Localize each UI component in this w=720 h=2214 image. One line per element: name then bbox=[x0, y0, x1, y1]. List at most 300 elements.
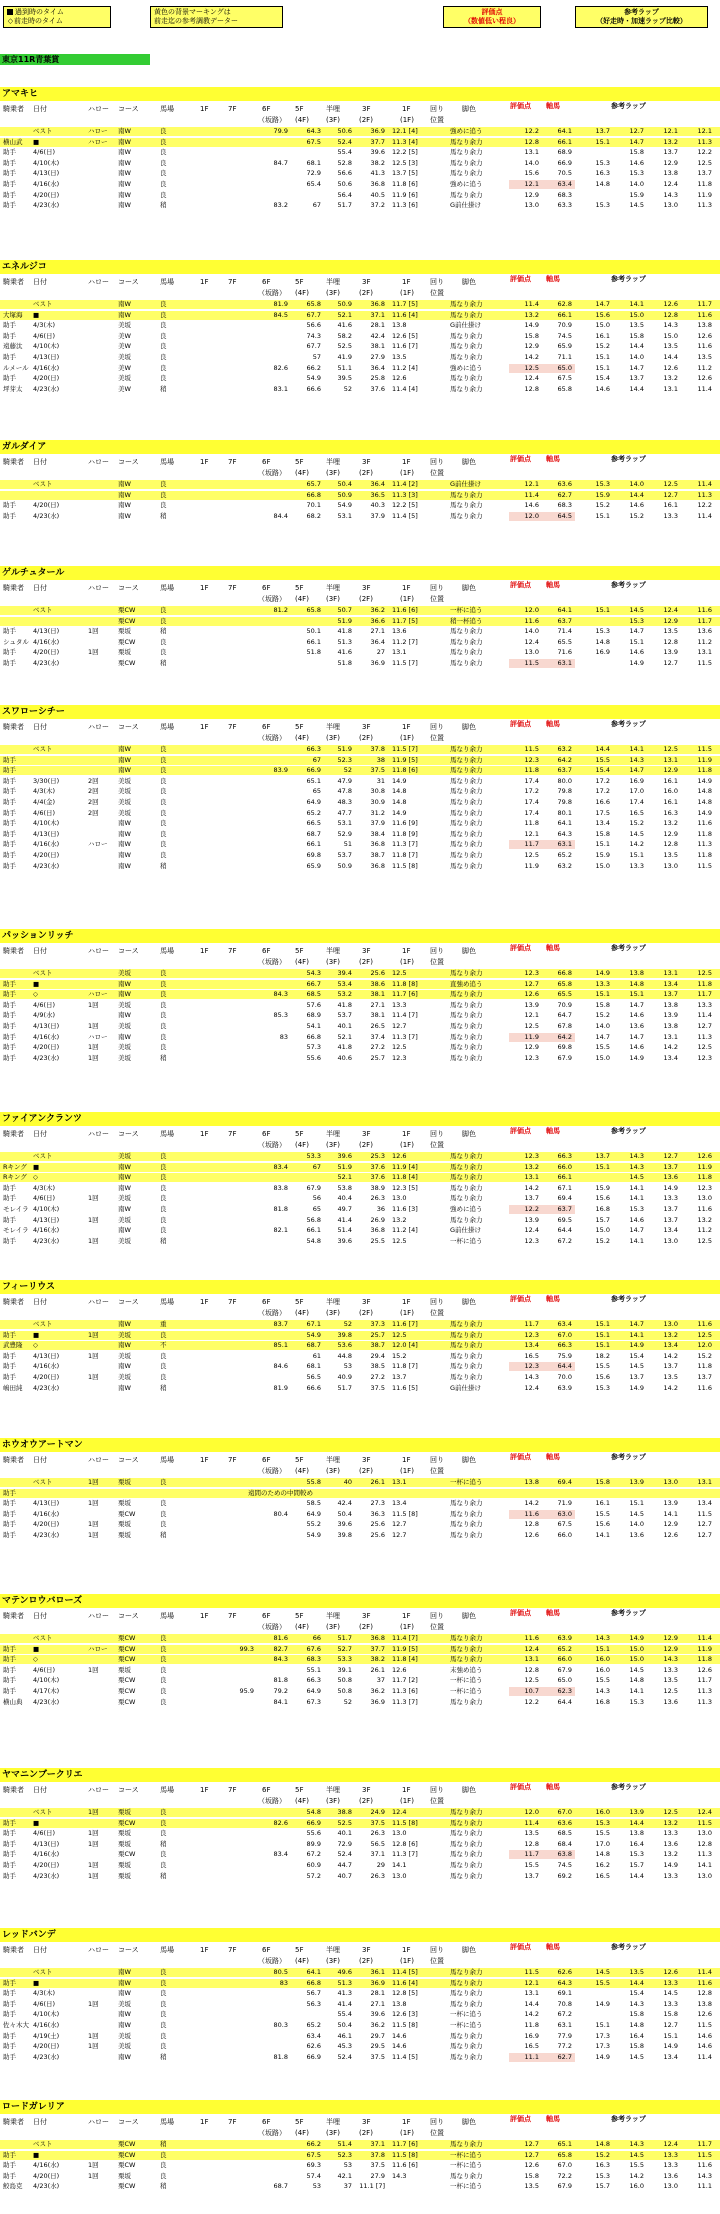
row-course: 南W bbox=[118, 190, 131, 199]
row-date: 4/23(水) bbox=[33, 1053, 60, 1062]
row-lap-4: 11.6 bbox=[697, 819, 712, 828]
col-jiku: 軸馬 bbox=[546, 275, 560, 283]
row-score: 12.6 bbox=[524, 2161, 539, 2170]
col-course: コース bbox=[118, 1298, 139, 1306]
col-jockey: 騎乗者 bbox=[3, 1456, 24, 1464]
row-5f: 54.9 bbox=[306, 1531, 321, 1539]
row-score: 12.3 bbox=[524, 1362, 539, 1371]
row-jockey: 助手 bbox=[3, 766, 16, 775]
sub-saka: （坂路） bbox=[258, 1623, 286, 1631]
row-jiku: 64.1 bbox=[557, 606, 572, 614]
row-1f: 14.6 bbox=[392, 2042, 407, 2051]
row-1f: 11.5 [7] bbox=[392, 745, 418, 753]
row-5f: 65 bbox=[312, 1205, 321, 1213]
row-ashiiro: 一杯に追う bbox=[450, 606, 483, 614]
row-baba: 良 bbox=[160, 990, 167, 999]
row-lap-2: 15.1 bbox=[629, 1499, 644, 1508]
row-1f: 12.7 bbox=[392, 1531, 407, 1539]
row-lap-3: 13.7 bbox=[663, 1162, 678, 1171]
row-1f: 12.5 [3] bbox=[392, 158, 418, 167]
row-jiku: 63.7 bbox=[557, 616, 572, 625]
row-hallo: 1回 bbox=[88, 1871, 99, 1880]
row-baba: 良 bbox=[160, 1829, 167, 1838]
row-baba: 稍 bbox=[160, 2182, 167, 2191]
row-date: ■ bbox=[33, 979, 40, 988]
row-5f: 55.6 bbox=[306, 1829, 321, 1838]
row-course: 栗CW bbox=[118, 2140, 136, 2148]
row-han: 52.1 bbox=[337, 310, 352, 319]
row-jockey: 助手 bbox=[3, 1499, 16, 1508]
row-1f: 11.6 [5] bbox=[392, 1383, 418, 1392]
row-3f: 27.1 bbox=[370, 627, 385, 636]
row-hallo: ハロー bbox=[88, 1644, 108, 1653]
row-lap-1: 15.2 bbox=[595, 2150, 610, 2159]
row-5f: 66.3 bbox=[306, 745, 321, 753]
row-jockey: 嶋田純 bbox=[3, 1383, 23, 1392]
sub-3f: (3F) bbox=[326, 595, 340, 603]
row-ashiiro: 馬なり余力 bbox=[450, 776, 483, 785]
row-5f: 64.9 bbox=[306, 1509, 321, 1518]
row-han: 40 bbox=[343, 1478, 352, 1486]
row-han: 52.7 bbox=[337, 1644, 352, 1653]
row-lap-1: 15.3 bbox=[595, 1818, 610, 1827]
sub-4f: (4F) bbox=[295, 734, 309, 742]
row-lap-2: 14.7 bbox=[629, 1032, 644, 1041]
row-1f: 11.5 [8] bbox=[392, 2150, 418, 2159]
row-jockey: 助手 bbox=[3, 2031, 16, 2040]
row-lap-4: 11.7 bbox=[697, 616, 712, 625]
sub-saka: （坂路） bbox=[258, 1141, 286, 1149]
row-date: 4/23(水) bbox=[33, 511, 60, 520]
row-1f: 11.3 [7] bbox=[392, 840, 418, 849]
row-score: 11.8 bbox=[524, 766, 539, 775]
row-baba: 良 bbox=[160, 808, 167, 817]
row-3f: 37.3 bbox=[370, 1320, 385, 1328]
row-score: 11.7 bbox=[524, 1320, 539, 1328]
row-hallo: 1回 bbox=[88, 1053, 99, 1062]
row-baba: 良 bbox=[160, 851, 167, 859]
row-han: 51.9 bbox=[337, 1162, 352, 1171]
row-lap-2: 14.7 bbox=[629, 766, 644, 775]
row-lap-3: 13.3 bbox=[663, 1194, 678, 1203]
row-course: 美W bbox=[118, 331, 131, 340]
row-1f: 12.5 bbox=[392, 1236, 407, 1245]
sub-1f: (1F) bbox=[400, 1623, 414, 1631]
horse-name: レッドバンデ bbox=[0, 1928, 720, 1942]
row-score: 12.1 bbox=[524, 180, 539, 188]
row-lap-2: 15.0 bbox=[629, 1655, 644, 1664]
row-han: 39.6 bbox=[337, 1236, 352, 1245]
row-lap-4: 11.4 bbox=[697, 384, 712, 393]
row-baba: 稍 bbox=[160, 659, 167, 667]
row-jockey: 助手 bbox=[3, 1665, 16, 1674]
row-1f: 12.2 [5] bbox=[392, 501, 418, 510]
row-jiku: 67.9 bbox=[557, 1053, 572, 1062]
row-lap-2: 15.8 bbox=[629, 2042, 644, 2051]
col-jiku: 軸馬 bbox=[546, 1783, 560, 1791]
row-score: 12.4 bbox=[524, 374, 539, 383]
sub-saka: （坂路） bbox=[258, 1467, 286, 1475]
row-ashiiro: 馬なり余力 bbox=[450, 1839, 483, 1848]
row-lap-1: 15.5 bbox=[595, 1509, 610, 1518]
col-jiku: 軸馬 bbox=[546, 1295, 560, 1303]
row-lap-3: 13.8 bbox=[663, 1022, 678, 1030]
col-lap: 参考ラップ bbox=[611, 1783, 646, 1791]
sub-3f: (3F) bbox=[326, 1141, 340, 1149]
row-han: 51.3 bbox=[337, 1978, 352, 1987]
col-jiku: 軸馬 bbox=[546, 581, 560, 589]
row-6f: 84.3 bbox=[273, 1655, 288, 1664]
row-1f: 11.6 [4] bbox=[392, 310, 418, 319]
row-ashiiro: 馬なり余力 bbox=[450, 851, 483, 859]
row-lap-2: 14.5 bbox=[629, 2052, 644, 2061]
row-date: 4/23(水) bbox=[33, 1697, 60, 1706]
row-3f: 38.2 bbox=[370, 1655, 385, 1664]
sub-saka: （坂路） bbox=[258, 1309, 286, 1317]
row-hallo: 1回 bbox=[88, 1000, 99, 1009]
row-lap-2: 15.7 bbox=[629, 1861, 644, 1869]
row-lap-4: 12.8 bbox=[697, 1989, 712, 1998]
row-ashiiro: 馬なり余力 bbox=[450, 2171, 483, 2180]
row-baba: 良 bbox=[160, 490, 167, 499]
row-score: 11.7 bbox=[524, 840, 539, 849]
row-5f: 66 bbox=[312, 1634, 321, 1642]
row-han: 53.3 bbox=[337, 1655, 352, 1664]
row-course: 栗CW bbox=[118, 616, 136, 625]
row-baba: 稍 bbox=[160, 1236, 167, 1245]
row-lap-3: 12.6 bbox=[663, 1531, 678, 1539]
row-lap-3: 12.9 bbox=[663, 766, 678, 775]
row-jockey: 助手 bbox=[3, 2010, 16, 2019]
row-baba: 良 bbox=[160, 1989, 167, 1998]
col-5f: 5F bbox=[295, 2118, 304, 2126]
row-ashiiro: 強めに追う bbox=[450, 127, 483, 135]
row-lap-4: 12.6 bbox=[697, 374, 712, 383]
sub-1f: (1F) bbox=[400, 2129, 414, 2137]
row-score: 12.5 bbox=[524, 851, 539, 859]
row-jockey: 坪芽太 bbox=[3, 384, 23, 393]
row-1f: 14.8 bbox=[392, 787, 407, 796]
row-lap-2: 15.2 bbox=[629, 819, 644, 828]
row-3f: 26.5 bbox=[370, 1022, 385, 1030]
row-course: 南W bbox=[118, 201, 131, 210]
row-1f: 12.3 bbox=[392, 1053, 407, 1062]
row-date: 4/16(水) bbox=[33, 1362, 60, 1371]
col-3f: 3F bbox=[362, 105, 371, 113]
row-3f: 39.6 bbox=[370, 148, 385, 157]
row-1f: 13.3 bbox=[392, 1000, 407, 1009]
row-lap-2: 14.7 bbox=[629, 627, 644, 636]
row-1f: 14.6 bbox=[392, 2031, 407, 2040]
col-ashiiro: 脚色 bbox=[462, 458, 476, 466]
row-5f: 54.9 bbox=[306, 1330, 321, 1339]
row-5f: 54.3 bbox=[306, 969, 321, 977]
sub-saka: （坂路） bbox=[258, 289, 286, 297]
row-6f: 83.7 bbox=[273, 1320, 288, 1328]
row-1f: 11.3 [3] bbox=[392, 490, 418, 499]
row-date: 4/6(日) bbox=[33, 808, 56, 817]
row-3f: 38.2 bbox=[370, 158, 385, 167]
row-lap-4: 11.8 bbox=[697, 1655, 712, 1664]
row-lap-1: 15.5 bbox=[595, 1362, 610, 1371]
row-date: ■ bbox=[33, 2150, 40, 2159]
row-1f: 11.4 [5] bbox=[392, 1968, 418, 1976]
row-date: ■ bbox=[33, 1978, 40, 1987]
row-lap-3: 14.9 bbox=[663, 1183, 678, 1192]
row-lap-2: 14.3 bbox=[629, 1162, 644, 1171]
row-jiku: 63.2 bbox=[557, 745, 572, 753]
col-mawari: 回り bbox=[430, 105, 444, 113]
sub-saka: （坂路） bbox=[258, 2129, 286, 2137]
row-course: 南W bbox=[118, 851, 131, 859]
row-6f: 85.3 bbox=[273, 1011, 288, 1020]
row-5f: 67.5 bbox=[306, 137, 321, 146]
sub-4f: (4F) bbox=[295, 469, 309, 477]
row-han: 50.4 bbox=[337, 2021, 352, 2029]
row-lap-3: 12.9 bbox=[663, 158, 678, 167]
row-baba: 良 bbox=[160, 1520, 167, 1529]
row-course: 南W bbox=[118, 158, 131, 167]
sub-4f: (4F) bbox=[295, 1141, 309, 1149]
row-5f: 65 bbox=[312, 787, 321, 796]
row-lap-1: 15.1 bbox=[595, 840, 610, 849]
row-jockey: 助手 bbox=[3, 1850, 16, 1859]
row-lap-3: 13.6 bbox=[663, 2171, 678, 2180]
row-3f: 38.5 bbox=[370, 1362, 385, 1371]
row-jiku: 68.4 bbox=[557, 1839, 572, 1848]
col-ashiiro: 脚色 bbox=[462, 1786, 476, 1794]
col-han: 半哩 bbox=[326, 1946, 340, 1954]
row-date: 4/6(日) bbox=[33, 331, 56, 340]
row-jiku: 64.4 bbox=[557, 1226, 572, 1235]
col-1f: 1F bbox=[200, 723, 209, 731]
row-jiku: 62.7 bbox=[557, 490, 572, 499]
sub-3f: (3F) bbox=[326, 1623, 340, 1631]
row-lap-1: 15.9 bbox=[595, 851, 610, 859]
row-jockey: 助手 bbox=[3, 1520, 16, 1529]
row-jiku: 77.2 bbox=[557, 2042, 572, 2051]
row-lap-4: 12.2 bbox=[697, 501, 712, 510]
col-date: 日付 bbox=[33, 1612, 47, 1620]
row-3f: 36.8 bbox=[370, 1634, 385, 1642]
row-5f: 74.3 bbox=[306, 331, 321, 340]
row-lap-2: 14.0 bbox=[629, 1520, 644, 1529]
row-lap-4: 11.6 bbox=[697, 342, 712, 351]
row-course: 美坂 bbox=[118, 374, 131, 383]
row-lap-3: 13.5 bbox=[663, 1676, 678, 1685]
row-1f: 11.3 [7] bbox=[392, 1697, 418, 1706]
row-course: 美坂 bbox=[118, 787, 131, 796]
col-ashiiro: 脚色 bbox=[462, 1130, 476, 1138]
row-han: 51.4 bbox=[337, 1226, 352, 1235]
row-lap-3: 13.1 bbox=[663, 384, 678, 393]
row-lap-4: 13.8 bbox=[697, 321, 712, 330]
col-f1: 1F bbox=[402, 2118, 411, 2126]
row-6f: 84.4 bbox=[273, 511, 288, 520]
row-ashiiro: 一杯に追う bbox=[450, 2161, 483, 2170]
row-5f: 53.3 bbox=[306, 1152, 321, 1160]
row-baba: 稍 bbox=[160, 627, 167, 636]
horse-name: アマキヒ bbox=[0, 87, 720, 101]
row-lap-1: 15.9 bbox=[595, 490, 610, 499]
row-5f: 64.1 bbox=[306, 1968, 321, 1976]
row-1f: 13.0 bbox=[392, 1871, 407, 1880]
col-han: 半哩 bbox=[326, 1612, 340, 1620]
row-ashiiro: 馬なり余力 bbox=[450, 1808, 483, 1816]
row-hallo: ハロー bbox=[88, 1032, 108, 1041]
row-lap-3: 12.4 bbox=[663, 2140, 678, 2148]
row-lap-1: 14.3 bbox=[595, 1687, 610, 1695]
row-1f: 11.8 [7] bbox=[392, 1362, 418, 1371]
row-lap-3: 14.9 bbox=[663, 1861, 678, 1869]
row-han: 50.8 bbox=[337, 1676, 352, 1685]
row-6f: 81.8 bbox=[273, 1676, 288, 1685]
row-han: 51.8 bbox=[337, 659, 352, 667]
col-hallo: ハロー bbox=[88, 723, 109, 731]
row-baba: 稍 bbox=[160, 511, 167, 520]
row-lap-1: 15.9 bbox=[595, 1183, 610, 1192]
row-date: 4/6(日) bbox=[33, 148, 56, 157]
row-lap-4: 11.3 bbox=[697, 1687, 712, 1695]
row-1f: 11.3 [4] bbox=[392, 137, 418, 146]
row-jiku: 65.5 bbox=[557, 637, 572, 646]
row-5f: 68.7 bbox=[306, 829, 321, 838]
row-course: 南W bbox=[118, 300, 131, 308]
row-lap-3: 13.1 bbox=[663, 969, 678, 977]
row-han: 51 bbox=[343, 840, 352, 849]
row-han: 42.1 bbox=[337, 2171, 352, 2180]
row-lap-3: 15.1 bbox=[663, 2031, 678, 2040]
row-hallo: 1回 bbox=[88, 1373, 99, 1381]
row-baba: 良 bbox=[160, 616, 167, 625]
row-score: 11.4 bbox=[524, 300, 539, 308]
row-hallo: 1回 bbox=[88, 1861, 99, 1869]
row-5f: 66.3 bbox=[306, 1676, 321, 1685]
row-han: 53 bbox=[343, 1362, 352, 1371]
sub-2f: (2F) bbox=[359, 1797, 373, 1805]
row-jiku: 67.1 bbox=[557, 1183, 572, 1192]
row-1f: 13.1 bbox=[392, 1478, 407, 1486]
col-lap: 参考ラップ bbox=[611, 2115, 646, 2123]
row-lap-3: 14.2 bbox=[663, 1383, 678, 1392]
row-lap-2: 14.5 bbox=[629, 829, 644, 838]
col-ashiiro: 脚色 bbox=[462, 1298, 476, 1306]
row-3f: 37.9 bbox=[370, 819, 385, 828]
row-3f: 36.2 bbox=[370, 1687, 385, 1695]
row-lap-1: 15.1 bbox=[595, 990, 610, 999]
row-course: 美W bbox=[118, 384, 131, 393]
sub-saka: （坂路） bbox=[258, 116, 286, 124]
col-mawari: 回り bbox=[430, 584, 444, 592]
row-score: 17.4 bbox=[524, 798, 539, 806]
best-label: ベスト bbox=[33, 606, 53, 614]
row-1f: 11.3 [6] bbox=[392, 1687, 418, 1695]
row-jiku: 65.2 bbox=[557, 851, 572, 859]
row-3f: 25.6 bbox=[370, 969, 385, 977]
row-lap-1: 15.5 bbox=[595, 1829, 610, 1838]
row-score: 12.1 bbox=[524, 1978, 539, 1987]
col-ashiiro: 脚色 bbox=[462, 2118, 476, 2126]
col-baba: 馬場 bbox=[160, 1456, 174, 1464]
row-score: 12.4 bbox=[524, 1644, 539, 1653]
col-7f: 7F bbox=[228, 947, 237, 955]
horse-name: ファイアンクランツ bbox=[0, 1112, 720, 1126]
row-ashiiro: 馬なり余力 bbox=[450, 384, 483, 393]
row-baba: 良 bbox=[160, 637, 167, 646]
row-6f: 83.8 bbox=[273, 1183, 288, 1192]
row-jockey: 助手 bbox=[3, 1053, 16, 1062]
row-jiku: 63.1 bbox=[557, 840, 572, 849]
row-jockey: 助手 bbox=[3, 798, 16, 806]
row-date: 4/19(土) bbox=[33, 2031, 60, 2040]
row-3f: 37.9 bbox=[370, 511, 385, 520]
col-jiku: 軸馬 bbox=[546, 2115, 560, 2123]
row-date: 4/16(水) bbox=[33, 1032, 60, 1041]
row-hallo: 1回 bbox=[88, 1499, 99, 1508]
row-lap-3: 15.0 bbox=[663, 331, 678, 340]
row-3f: 36.8 bbox=[370, 861, 385, 870]
row-date: ■ bbox=[33, 1818, 40, 1827]
col-3f: 3F bbox=[362, 584, 371, 592]
row-score: 12.3 bbox=[524, 969, 539, 977]
col-7f: 7F bbox=[228, 584, 237, 592]
row-lap-2: 15.0 bbox=[629, 310, 644, 319]
row-baba: 稍 bbox=[160, 384, 167, 393]
row-han: 46.1 bbox=[337, 2031, 352, 2040]
col-course: コース bbox=[118, 1946, 139, 1954]
row-1f: 14.8 bbox=[392, 798, 407, 806]
row-score: 13.1 bbox=[524, 1989, 539, 1998]
row-5f: 62.6 bbox=[306, 2042, 321, 2051]
row-score: 12.7 bbox=[524, 2140, 539, 2148]
sub-pos: 位置 bbox=[430, 469, 444, 477]
col-score: 評価点 bbox=[510, 1783, 531, 1791]
row-3f: 37.6 bbox=[370, 384, 385, 393]
row-lap-2: 15.8 bbox=[629, 331, 644, 340]
row-lap-3: 16.1 bbox=[663, 501, 678, 510]
row-6f: 81.9 bbox=[273, 1383, 288, 1392]
row-lap-3: 13.4 bbox=[663, 1053, 678, 1062]
row-score: 13.9 bbox=[524, 1215, 539, 1224]
row-ashiiro: 馬なり余力 bbox=[450, 745, 483, 753]
row-lap-3: 13.5 bbox=[663, 851, 678, 859]
row-lap-4: 11.5 bbox=[697, 861, 712, 870]
row-lap-3: 16.1 bbox=[663, 798, 678, 806]
row-5f: 64.3 bbox=[306, 127, 321, 135]
row-score: 13.1 bbox=[524, 148, 539, 157]
row-lap-1: 15.8 bbox=[595, 1000, 610, 1009]
row-jockey: 横山典 bbox=[3, 1697, 23, 1706]
row-lap-2: 14.9 bbox=[629, 1634, 644, 1642]
row-course: 南W bbox=[118, 861, 131, 870]
row-jiku: 66.1 bbox=[557, 310, 572, 319]
best-label: ベスト bbox=[33, 1152, 53, 1160]
row-jockey: 助手 bbox=[3, 1999, 16, 2008]
row-han: 47.8 bbox=[337, 787, 352, 796]
row-han: 41.8 bbox=[337, 1000, 352, 1009]
row-jockey: 武豊隆 bbox=[3, 1341, 23, 1350]
row-lap-1: 15.4 bbox=[595, 766, 610, 775]
row-jiku: 67.9 bbox=[557, 1665, 572, 1674]
row-han: 54.9 bbox=[337, 501, 352, 510]
row-lap-2: 14.5 bbox=[629, 1509, 644, 1518]
row-5f: 56.7 bbox=[306, 1989, 321, 1998]
col-date: 日付 bbox=[33, 723, 47, 731]
row-3f: 27.1 bbox=[370, 1000, 385, 1009]
col-jiku: 軸馬 bbox=[546, 102, 560, 110]
row-han: 44.8 bbox=[337, 1351, 352, 1360]
col-5f: 5F bbox=[295, 278, 304, 286]
